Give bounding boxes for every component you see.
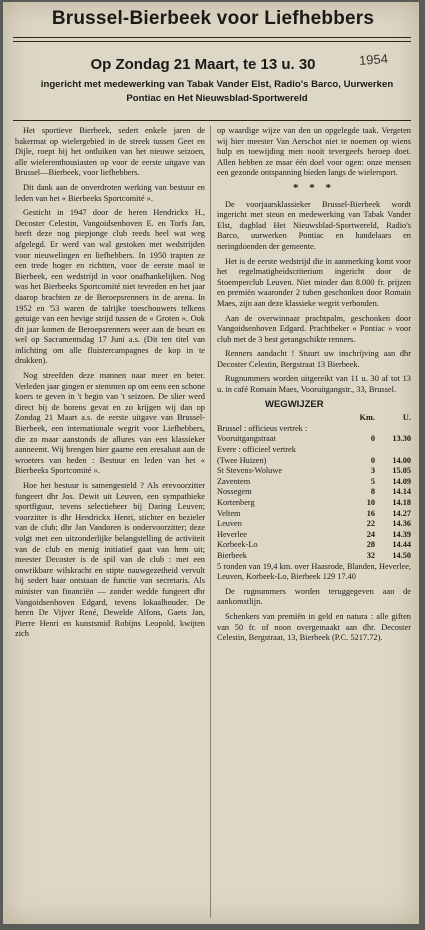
route-time: 14.27 xyxy=(392,508,411,518)
right-paragraph: De voorjaarsklassieker Brussel-Bierbeek wordt ingericht met steun en medewerking van Tabak Vander Elst, dagblad Het Nieuwsblad-Sportwereld, Radio's Barco, uurwerken Pontiac en handelaars en neringdoenden der gemeente. xyxy=(217,199,411,251)
route-place: St Stevens-Woluwe xyxy=(217,466,283,476)
route-place: (Twee Huizen) xyxy=(217,455,267,465)
sponsor-intro: ingericht met medewerking van Tabak Vander Elst, Radio's Barco, Uurwerken Pontiac en Het Nieuwsblad-Sportwereld xyxy=(40,79,394,104)
right-paragraph-continued: op waardige wijze van den un opgelegde taak. Vergeten wij hier meester Van Aerschot niet te noemen op wiens hulp en toewijding men nooit tevergeefs beroep doet. Allen hebben ze maar één doel voor ogen: onze mensen een gezonde ontspanning bieden langs de wielersport. xyxy=(217,126,411,178)
route-row xyxy=(217,540,411,551)
left-column xyxy=(15,126,205,644)
route-km: 0 xyxy=(370,455,375,465)
intro-rule xyxy=(13,120,411,121)
route-time: 14.36 xyxy=(392,519,411,529)
left-paragraph: Dit dank aan de onverdroten werking van bestuur en leden van het « Bierbeeks Sportcomité ». xyxy=(15,182,205,203)
route-time: 14.39 xyxy=(392,529,411,539)
route-km: 16 xyxy=(366,508,375,518)
route-place: Korbeek-Lo xyxy=(217,540,258,550)
route-place: Heverlee xyxy=(217,529,247,539)
route-place: Zaventem xyxy=(217,476,251,486)
route-km: 28 xyxy=(366,540,375,550)
route-km: 22 xyxy=(366,519,375,529)
left-paragraph: Het sportieve Bierbeek, sedert enkele jaren de bakermat op wielergebied in de streek tussen Geet en Dijle, roept bij het ontluiken van het nieuwe seizoen, alle wielerenthousiasten op voor de eerste uitgave van Brussel—Bierbeek, voor liefhebbers. xyxy=(15,126,205,178)
route-km: 10 xyxy=(366,498,375,507)
route-km: 8 xyxy=(370,487,375,497)
right-paragraph: Het is de eerste wedstrijd die in aanmerking komt voor het regelmatigheidscriterium ingericht door de Stoemperclub Leuven. Niet minder dan 8.000 fr. prijzen en premiën waaronder 2 tuben geschonken door Romain Maes, zijn aan deze klassieke wegrit verbonden. xyxy=(217,256,411,308)
route-table xyxy=(217,413,411,561)
newspaper-clipping xyxy=(3,2,419,924)
route-km: 32 xyxy=(366,550,375,560)
route-row xyxy=(217,477,411,488)
route-time: 14.18 xyxy=(392,498,411,507)
headline: Brussel-Bierbeek voor Liefhebbers xyxy=(51,8,375,29)
route-time: 14.50 xyxy=(392,550,411,560)
route-time: 14.00 xyxy=(392,455,411,465)
route-place: Evere : officieel vertrek xyxy=(217,445,296,455)
route-rows xyxy=(217,424,411,562)
left-paragraph: Gesticht in 1947 door de heren Hendrickx H., Decoster Celestin, Vangoidsenhoven E. en Torfs Jan, heeft deze nog piepjonge club reeds heel wat weg afgelegd. Er werd van wal gestoken met wedstrijden voor nieuwelingen en liefhebbers. In 1950 trapten ze een trede hoger en richtten, voor de eerste maal te Bierbeek, een wedstrijd in voor onafhankelijken. Nog was het Bierbeeks Sportcomité niet tevreden en het jaar daarop brachten ze de Beroepsrenners in de arena. In 1952 en '53 waren de talrijke toeschouwers telkens getuige van een hevige strijd tussen de « Groten ». Ook dit jaar komen de Beroepsrenners weer aan de beurt en wel op Sacramentsdag 17 Juni a.s. (Dit ten titel van inlichting om alle fluistercampagnes de kop in te drukken). xyxy=(15,208,205,366)
subhead-date: Op Zondag 21 Maart, te 13 u. 30 xyxy=(90,56,316,73)
headline-rule-bottom xyxy=(13,41,411,42)
route-time xyxy=(381,424,411,435)
route-title: WEGWIJZER xyxy=(265,398,324,410)
route-row xyxy=(217,498,411,509)
route-time: 15.05 xyxy=(392,466,411,476)
route-place: Nossegem xyxy=(217,487,252,497)
route-row xyxy=(217,530,411,541)
route-row xyxy=(217,487,411,498)
right-paragraph: Renners aandacht ! Stuurt uw inschrijving aan dhr Decoster Celestin, Bergstraat 13 Bierbeek. xyxy=(217,349,411,369)
route-place: Vooruitgangstraat xyxy=(217,434,276,444)
route-km: 24 xyxy=(366,529,375,539)
route-row xyxy=(217,509,411,520)
left-paragraph: Hoe het bestuur is samengesteld ? Als erevoorzitter fungeert dhr Jos. Dewit uit Leuven, een sympathieke sportfiguur, tevens selectieheer bij Daring Leuven; voorzitter is dhr Hendrickx Henri, stichter en bezieler van de club; dhr Jan Vandoren is ondervoorzitter; deze volgt met een uitzonderlijke belangstelling de activiteit van de club en menig initiatief gaat van hem uit; meester Decoster is de spil van de club : met een onwrikbare wilskracht en stipte nauwgezetheid vervult hij sedert haar ontstaan de functie van secretaris. Als minister van financiën — zonder wedde fungeert dhr Vangoidsenhoven Edgard, tevens lokaalhouder. De heren De Vijver René, Dewelde Alfons, Gaets Jan, Pierre Henri en kunstsmid Robijns Leopold, kwijten zich xyxy=(15,481,205,639)
route-rounds: 5 ronden van 19,4 km. over Haasrode, Blanden, Heverlee, Leuven, Korbeek-Lo, Bierbeek 129 17.40 xyxy=(217,561,411,582)
left-paragraph: Nog streefden deze mannen naar meer en beter. Verleden jaar gingen er stemmen op om eens een schone koers te geven in 't begin van 't seizoen. De slier werd direct bij de horens gevat en zo krijgen wij dan op Zondag 21 Maart a.s. de eerste uitgave van Brussel-Bierbeek, een internationale wegrit voor Liefhebbers, die zo maar aanstonds de allures van een klassieker aanneemt. Wij brengen hier gaarne een eresaluut aan de wroeters van heden : Bestuur en leden van het « Bierbeeks Sportcomité ». xyxy=(15,371,205,476)
route-note: De rugnummers worden teruggegeven aan de aankomstlijn. xyxy=(217,586,411,607)
route-row xyxy=(217,434,411,445)
right-column xyxy=(217,126,411,648)
route-time xyxy=(381,445,411,456)
route-row xyxy=(217,519,411,530)
route-row xyxy=(217,466,411,477)
route-header-km: Km. xyxy=(359,413,375,423)
column-divider xyxy=(210,126,211,918)
route-time: 14.44 xyxy=(392,540,411,550)
right-paragraph: Aan de overwinnaar prachtpalm, geschonken door Vangoidsenhoven Edgard. Prachtbeker « Pontiac » voor club met de 3 best gerangschikte renners. xyxy=(217,313,411,344)
route-header-time: U. xyxy=(402,413,411,423)
route-row xyxy=(217,445,411,456)
route-km: 5 xyxy=(370,476,375,486)
route-time: 13.30 xyxy=(392,434,411,444)
headline-rule-top xyxy=(13,37,411,38)
route-km xyxy=(355,445,381,456)
route-place: Leuven xyxy=(217,519,242,529)
route-row xyxy=(217,551,411,562)
route-km xyxy=(355,424,381,435)
route-km: 3 xyxy=(370,466,375,476)
route-place: Veltem xyxy=(217,508,241,518)
route-row xyxy=(217,424,411,435)
route-time: 14.09 xyxy=(392,476,411,486)
route-place: Bierbeek xyxy=(217,550,247,560)
route-row xyxy=(217,456,411,467)
handwritten-year: 1954 xyxy=(358,51,389,68)
route-place: Brussel : officieus vertrek : xyxy=(217,423,308,433)
route-header xyxy=(217,413,411,424)
right-paragraph: Rugnummers worden uitgereikt van 11 u. 30 af tot 13 u. in café Romain Maes, Vooruitgangstr., 33, Brussel. xyxy=(217,374,411,395)
route-km: 0 xyxy=(370,434,375,444)
closing-paragraph: Schenkers van premiën in geld en natura : alle giften van 50 fr. of noon overgemaakt aan dhr. Decoster Celestin, Bergstraat, 13, Bierbeek (P.C. 5217.72). xyxy=(217,611,411,643)
section-stars: * * * xyxy=(293,181,335,194)
route-place: Kortenberg xyxy=(217,498,255,507)
route-time: 14.14 xyxy=(392,487,411,497)
